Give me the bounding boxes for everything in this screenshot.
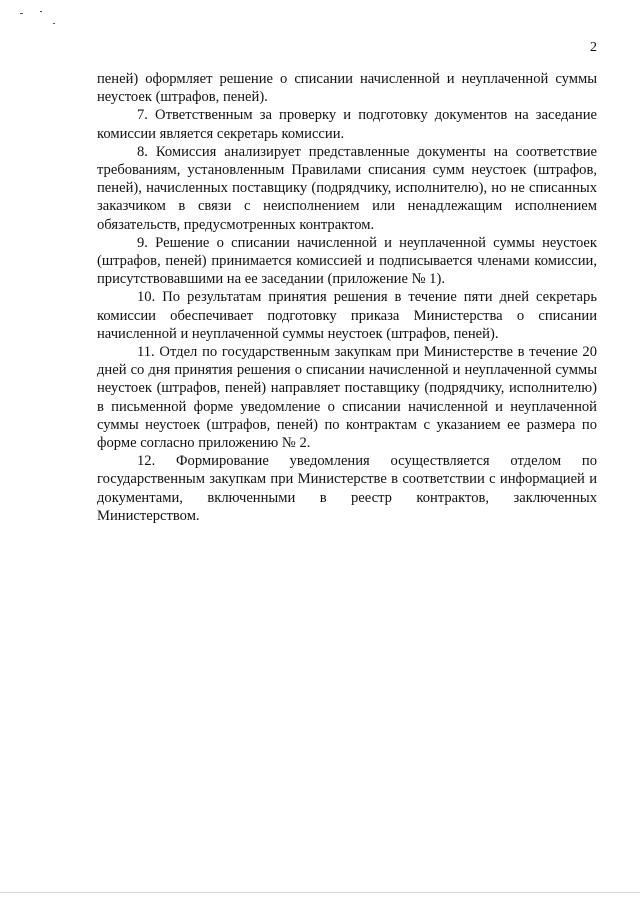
paragraph-item-7: 7. Ответственным за проверку и подготовку документов на заседание комиссии является секретарь комиссии. [97,107,597,142]
document-body [97,70,597,525]
scan-artifact [20,13,23,14]
paragraph-continuation: пеней) оформляет решение о списании начисленной и неуплаченной суммы неустоек (штрафов, пеней). [97,71,597,106]
page-number: 2 [590,40,597,55]
scan-edge-line [0,892,640,893]
paragraph-item-12: 12. Формирование уведомления осуществляется отделом по государственным закупкам при Министерстве в соответствии с информацией и документами, включенными в реестр контрактов, заключенных Министерством. [97,453,597,524]
paragraph-item-9: 9. Решение о списании начисленной и неуплаченной суммы неустоек (штрафов, пеней) принимается комиссией и подписывается членами комиссии, присутствовавшими на ее заседании (приложение № 1). [97,234,597,288]
paragraph-item-11: 11. Отдел по государственным закупкам при Министерстве в течение 20 дней со дня принятия решения о списании начисленной и неуплаченной суммы неустоек (штрафов, пеней) направляет поставщику (подрядчику, исполнителю) в письменной форме уведомление о списании начисленной и неуплаченной суммы неустоек (штрафов, пеней) по контрактам с указанием ее размера по форме согласно приложению № 2. [97,344,597,452]
scan-artifact [53,23,55,24]
paragraph-item-8: 8. Комиссия анализирует представленные документы на соответствие требованиям, установленным Правилами списания сумм неустоек (штрафов, пеней), начисленных поставщику (подрядчику, исполнителю), но не списанных заказчиком в связи с неисполнением или ненадлежащим исполнением обязательств, предусмотренных контрактом. [97,143,597,233]
scan-artifact [40,11,42,12]
paragraph-item-10: 10. По результатам принятия решения в течение пяти дней секретарь комиссии обеспечивает подготовку приказа Министерства о списании начисленной и неуплаченной суммы неустоек (штрафов, пеней). [97,289,597,342]
